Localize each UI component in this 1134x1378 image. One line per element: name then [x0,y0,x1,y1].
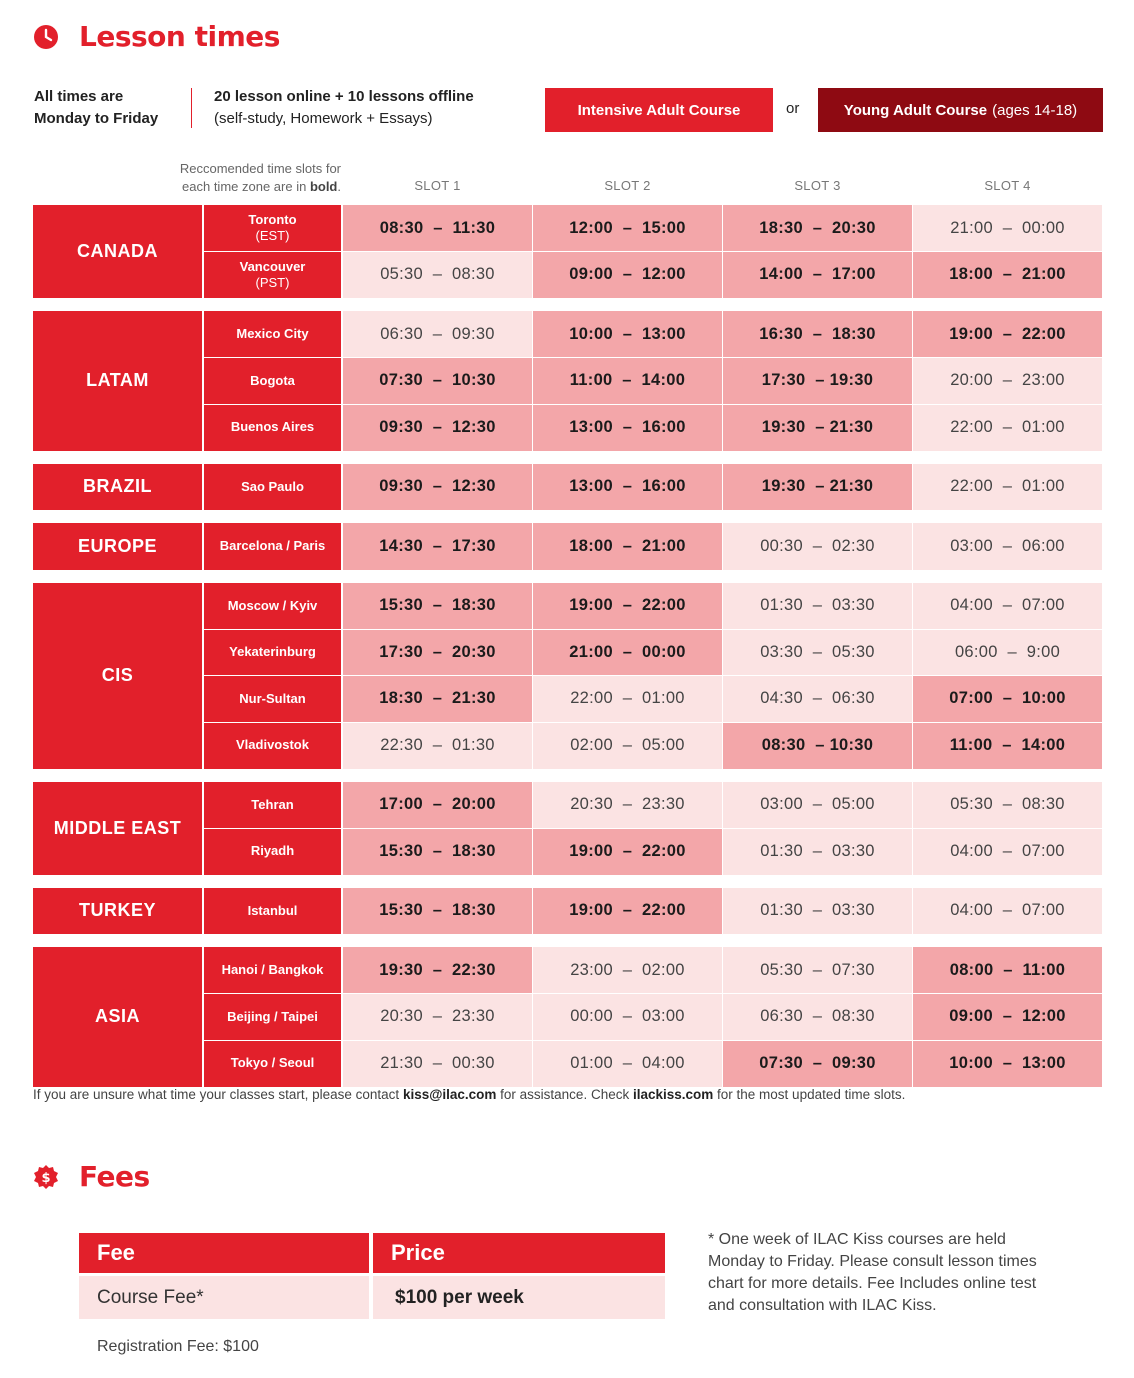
slot-header: SLOT 3 [794,178,841,193]
recommended-time-slot: 07:30 – 10:30 [343,358,532,405]
schedule-note-line2: Monday to Friday [34,110,159,127]
recommended-time-slot: 19:30 – 22:30 [343,947,532,994]
time-slot: 01:30 – 03:30 [723,888,912,935]
recommended-time-slot: 19:30 – 21:30 [723,464,912,511]
slot-header: SLOT 1 [414,178,461,193]
recommended-time-slot: 13:00 – 16:00 [533,464,722,511]
time-slot: 22:00 – 01:00 [913,464,1102,511]
city-label [204,404,341,451]
region-label: LATAM [33,311,202,451]
or-label: or [786,100,800,117]
time-slot: 04:00 – 07:00 [913,583,1102,630]
fee-name-cell: Course Fee* [79,1276,369,1319]
young-ages: (ages 14-18) [992,101,1078,119]
time-slot: 21:30 – 00:30 [343,1040,532,1087]
recommended-time-slot: 12:00 – 15:00 [533,205,722,252]
page-title: Lesson times [79,20,280,53]
row-divider [204,993,1103,994]
recommended-time-slot: 18:00 – 21:00 [533,523,722,570]
time-slot: 06:30 – 08:30 [723,994,912,1041]
time-slot: 04:30 – 06:30 [723,676,912,723]
time-slot: 06:30 – 09:30 [343,311,532,358]
time-slot: 23:00 – 02:00 [533,947,722,994]
city-label [204,311,341,358]
region-label: TURKEY [33,888,202,935]
time-slot: 01:00 – 04:00 [533,1040,722,1087]
city-label [204,523,341,570]
lessons-count: 20 lesson online + 10 lessons offline [214,88,474,105]
city-timezone: (EST) [255,228,290,244]
recommended-time-slot: 19:00 – 22:00 [533,583,722,630]
recommended-time-slot: 19:30 – 21:30 [723,404,912,451]
fees-header [33,1160,150,1193]
city-name: Yekaterinburg [229,644,316,660]
young-label: Young Adult Course [843,101,988,119]
time-slot: 20:30 – 23:30 [343,994,532,1041]
city-timezone: (PST) [255,274,290,290]
hint-line1: Reccomended time slots for [179,161,341,176]
time-slot: 05:30 – 07:30 [723,947,912,994]
recommended-time-slot: 15:30 – 18:30 [343,828,532,875]
registration-fee: Registration Fee: $100 [97,1338,259,1355]
row-divider [204,722,1103,723]
fee-note: * One week of ILAC Kiss courses are held Monday to Friday. Please consult lesson times chart for more details. Fee Includes online test and consultation with ILAC Kiss. [708,1231,1037,1314]
city-label [204,782,341,829]
recommended-time-slot: 14:00 – 17:00 [723,252,912,299]
time-slot: 03:30 – 05:30 [723,629,912,676]
recommended-time-slot: 10:00 – 13:00 [533,311,722,358]
city-label [204,205,341,252]
recommended-time-slot: 09:30 – 12:30 [343,404,532,451]
footnote-text: for the most updated time slots. [713,1087,906,1102]
contact-footnote [33,1087,905,1102]
footnote-text: for assistance. Check [496,1087,633,1102]
fees-title: Fees [79,1160,150,1193]
region-label: CIS [33,583,202,769]
recommended-time-slot: 11:00 – 14:00 [533,358,722,405]
city-label [204,464,341,511]
recommended-time-slot: 08:30 – 10:30 [723,722,912,769]
city-name: Buenos Aires [230,419,315,435]
time-slot: 22:00 – 01:00 [533,676,722,723]
city-name: Beijing / Taipei [227,1008,318,1024]
city-name: Istanbul [247,902,298,918]
region-label: CANADA [33,205,202,298]
city-label [204,583,341,630]
recommended-time-slot: 17:30 – 20:30 [343,629,532,676]
region-label: BRAZIL [33,464,202,511]
recommended-time-slot: 15:30 – 18:30 [343,888,532,935]
city-name: Tehran [251,796,294,812]
city-label [204,947,341,994]
time-slot: 20:30 – 23:30 [533,782,722,829]
recommended-time-slot: 07:00 – 10:00 [913,676,1102,723]
fee-price-cell: $100 per week [373,1276,665,1319]
recommended-time-slot: 15:30 – 18:30 [343,583,532,630]
recommended-time-slot: 21:00 – 00:00 [533,629,722,676]
slot-header: SLOT 2 [604,178,651,193]
city-label [204,828,341,875]
time-slot: 04:00 – 07:00 [913,888,1102,935]
recommended-time-slot: 17:00 – 20:00 [343,782,532,829]
time-slot: 06:00 – 9:00 [913,629,1102,676]
city-label [204,1040,341,1087]
intensive-label: Intensive Adult Course [577,101,741,119]
recommended-time-slot: 16:30 – 18:30 [723,311,912,358]
time-slot: 05:30 – 08:30 [343,252,532,299]
contact-email-link[interactable]: kiss@ilac.com [402,1087,497,1102]
recommended-time-slot: 07:30 – 09:30 [723,1040,912,1087]
recommended-time-slot: 10:00 – 13:00 [913,1040,1102,1087]
recommended-time-slot: 19:00 – 22:00 [533,888,722,935]
row-divider [204,828,1103,829]
row-divider [204,251,1103,252]
svg-text:$: $ [41,1170,51,1186]
time-slot: 22:00 – 01:00 [913,404,1102,451]
time-slot: 00:00 – 03:00 [533,994,722,1041]
hint-bold: bold [309,179,338,194]
recommended-time-slot: 09:00 – 12:00 [913,994,1102,1041]
row-divider [204,675,1103,676]
region-label: EUROPE [33,523,202,570]
hint-pre: each time zone are in [182,179,307,194]
schedule-note-line1: All times are [34,88,124,105]
recommended-time-slot: 11:00 – 14:00 [913,722,1102,769]
city-label [204,252,341,299]
recommended-time-slot: 08:30 – 11:30 [343,205,532,252]
city-label [204,629,341,676]
recommended-time-slot: 09:00 – 12:00 [533,252,722,299]
time-slot: 02:00 – 05:00 [533,722,722,769]
fee-column-header: Fee [79,1233,369,1273]
slot-header: SLOT 4 [984,178,1031,193]
city-name: Bogota [250,372,295,388]
time-slot: 01:30 – 03:30 [723,583,912,630]
city-name: Riyadh [250,843,295,859]
time-slot: 04:00 – 07:00 [913,828,1102,875]
recommended-time-slot: 08:00 – 11:00 [913,947,1102,994]
recommended-time-slot: 18:30 – 20:30 [723,205,912,252]
time-slot: 03:00 – 06:00 [913,523,1102,570]
region-label: ASIA [33,947,202,1087]
city-label [204,888,341,935]
recommended-time-slot: 14:30 – 17:30 [343,523,532,570]
city-name: Tokyo / Seoul [230,1055,315,1071]
city-name: Toronto [248,212,297,228]
recommended-time-slot: 09:30 – 12:30 [343,464,532,511]
city-name: Hanoi / Bangkok [221,962,324,978]
time-slot: 03:00 – 05:00 [723,782,912,829]
city-name: Barcelona / Paris [219,538,326,554]
row-divider [204,629,1103,630]
row-divider [204,1040,1103,1041]
time-slot: 21:00 – 00:00 [913,205,1102,252]
dollar-badge-icon [33,1164,59,1190]
time-slot: 01:30 – 03:30 [723,828,912,875]
city-label [204,676,341,723]
row-divider [204,404,1103,405]
city-label [204,358,341,405]
city-name: Mexico City [236,326,309,342]
city-name: Vancouver [239,258,306,274]
city-name: Vladivostok [236,737,309,753]
time-slot: 22:30 – 01:30 [343,722,532,769]
recommended-time-slot: 13:00 – 16:00 [533,404,722,451]
time-slot: 05:30 – 08:30 [913,782,1102,829]
footnote-text: If you are unsure what time your classes start, please contact [33,1087,403,1102]
row-divider [204,357,1103,358]
city-label [204,722,341,769]
city-name: Sao Paulo [241,478,304,494]
lessons-detail: (self-study, Homework + Essays) [214,110,433,127]
time-slot: 00:30 – 02:30 [723,523,912,570]
recommended-time-slot: 19:00 – 22:00 [533,828,722,875]
price-column-header: Price [373,1233,665,1273]
time-slot: 20:00 – 23:00 [913,358,1102,405]
city-label [204,994,341,1041]
recommended-time-slot: 18:30 – 21:30 [343,676,532,723]
recommended-time-slot: 17:30 – 19:30 [723,358,912,405]
recommended-time-slot: 19:00 – 22:00 [913,311,1102,358]
hint-post: . [337,179,341,194]
city-name: Moscow / Kyiv [227,597,318,613]
website-link[interactable]: ilackiss.com [632,1087,714,1102]
recommended-time-slot: 18:00 – 21:00 [913,252,1102,299]
region-label: MIDDLE EAST [33,782,202,875]
city-name: Nur-Sultan [239,690,306,706]
